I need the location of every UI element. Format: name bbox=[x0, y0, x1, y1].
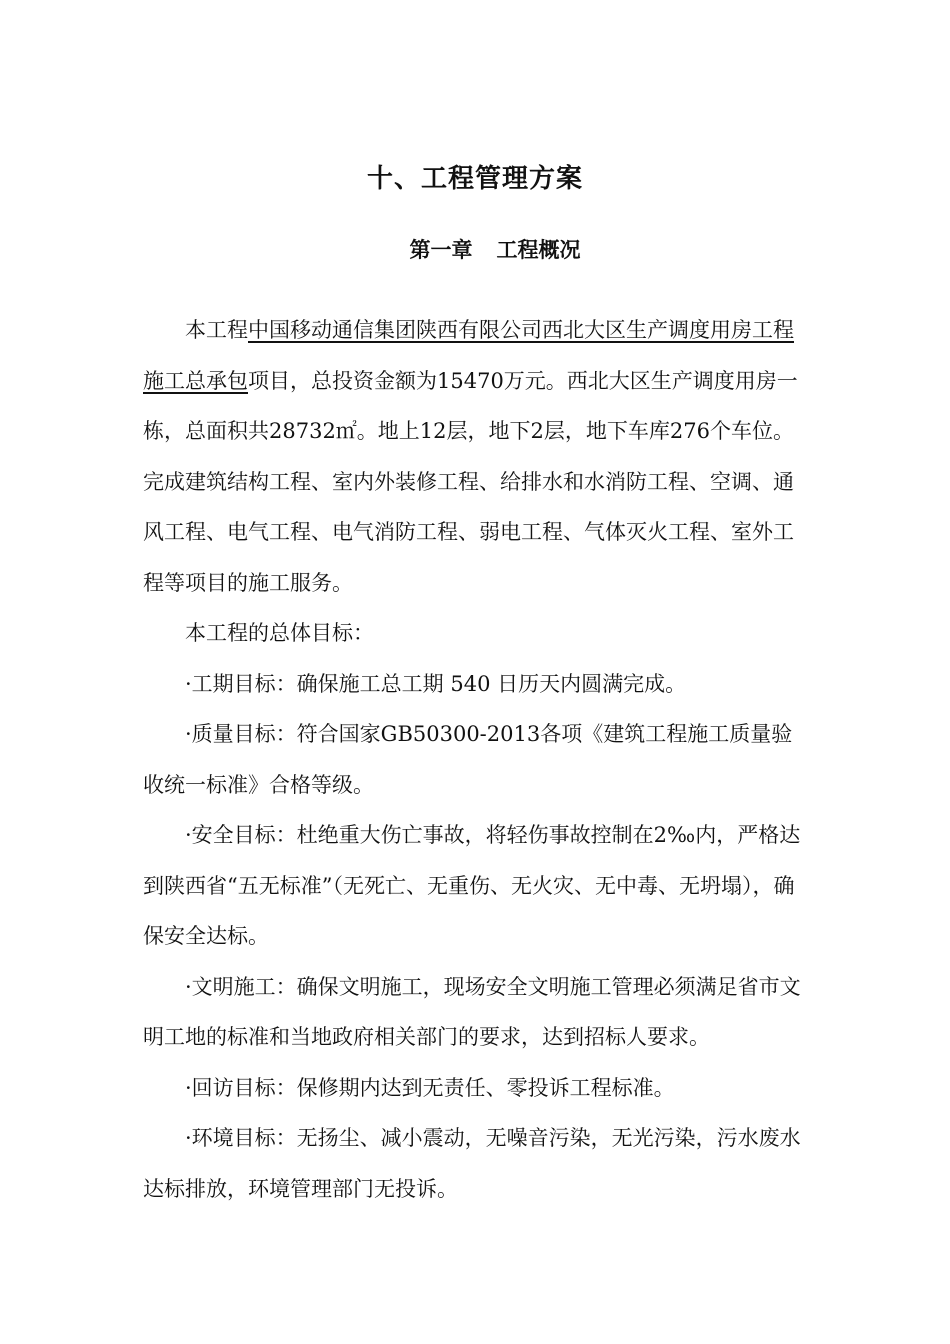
goal-schedule: ·工期目标：确保施工总工期 540 日历天内圆满完成。 bbox=[185, 671, 687, 696]
document-body bbox=[143, 305, 808, 1214]
chapter-number: 第一章 bbox=[409, 237, 473, 262]
intro-text: 项目，总投资金额为15470万元。西北大区生产调度用房一栋，总面积共28732㎡。地上12层，地下2层，地下车库276个车位。完成建筑结构工程、室内外装修工程、给排水和水消防工程、空调、通风工程、电气工程、电气消防工程、弱电工程、气体灭火工程、室外工程等项目的施工服务。 bbox=[143, 368, 798, 595]
project-name: 中国移动通信集团陕西有限公司西北大区生产调度用房工程施工总承包 bbox=[143, 318, 794, 393]
intro-paragraph bbox=[143, 305, 808, 608]
goal-safety: ·安全目标：杜绝重大伤亡事故，将轻伤事故控制在2‰内，严格达到陕西省“五无标准”（无死亡、无重伤、无火灾、无中毒、无坍塌），确保安全达标。 bbox=[143, 823, 801, 948]
goal-quality: ·质量目标：符合国家GB50300-2013各项《建筑工程施工质量验收统一标准》合格等级。 bbox=[143, 722, 793, 797]
goal-follow-up: ·回访目标：保修期内达到无责任、零投诉工程标准。 bbox=[185, 1075, 675, 1100]
intro-prefix: 本工程 bbox=[185, 318, 248, 342]
chapter-title: 工程概况 bbox=[496, 237, 581, 262]
document-title: 十、工程管理方案 bbox=[366, 164, 583, 194]
goal-environment: ·环境目标：无扬尘、减小震动，无噪音污染，无光污染，污水废水达标排放，环境管理部门无投诉。 bbox=[143, 1126, 801, 1201]
goal-civilized-construction: ·文明施工：确保文明施工，现场安全文明施工管理必须满足省市文明工地的标准和当地政府相关部门的要求，达到招标人要求。 bbox=[143, 974, 801, 1049]
goals-heading: 本工程的总体目标： bbox=[185, 621, 374, 645]
chapter-heading bbox=[0, 234, 950, 264]
